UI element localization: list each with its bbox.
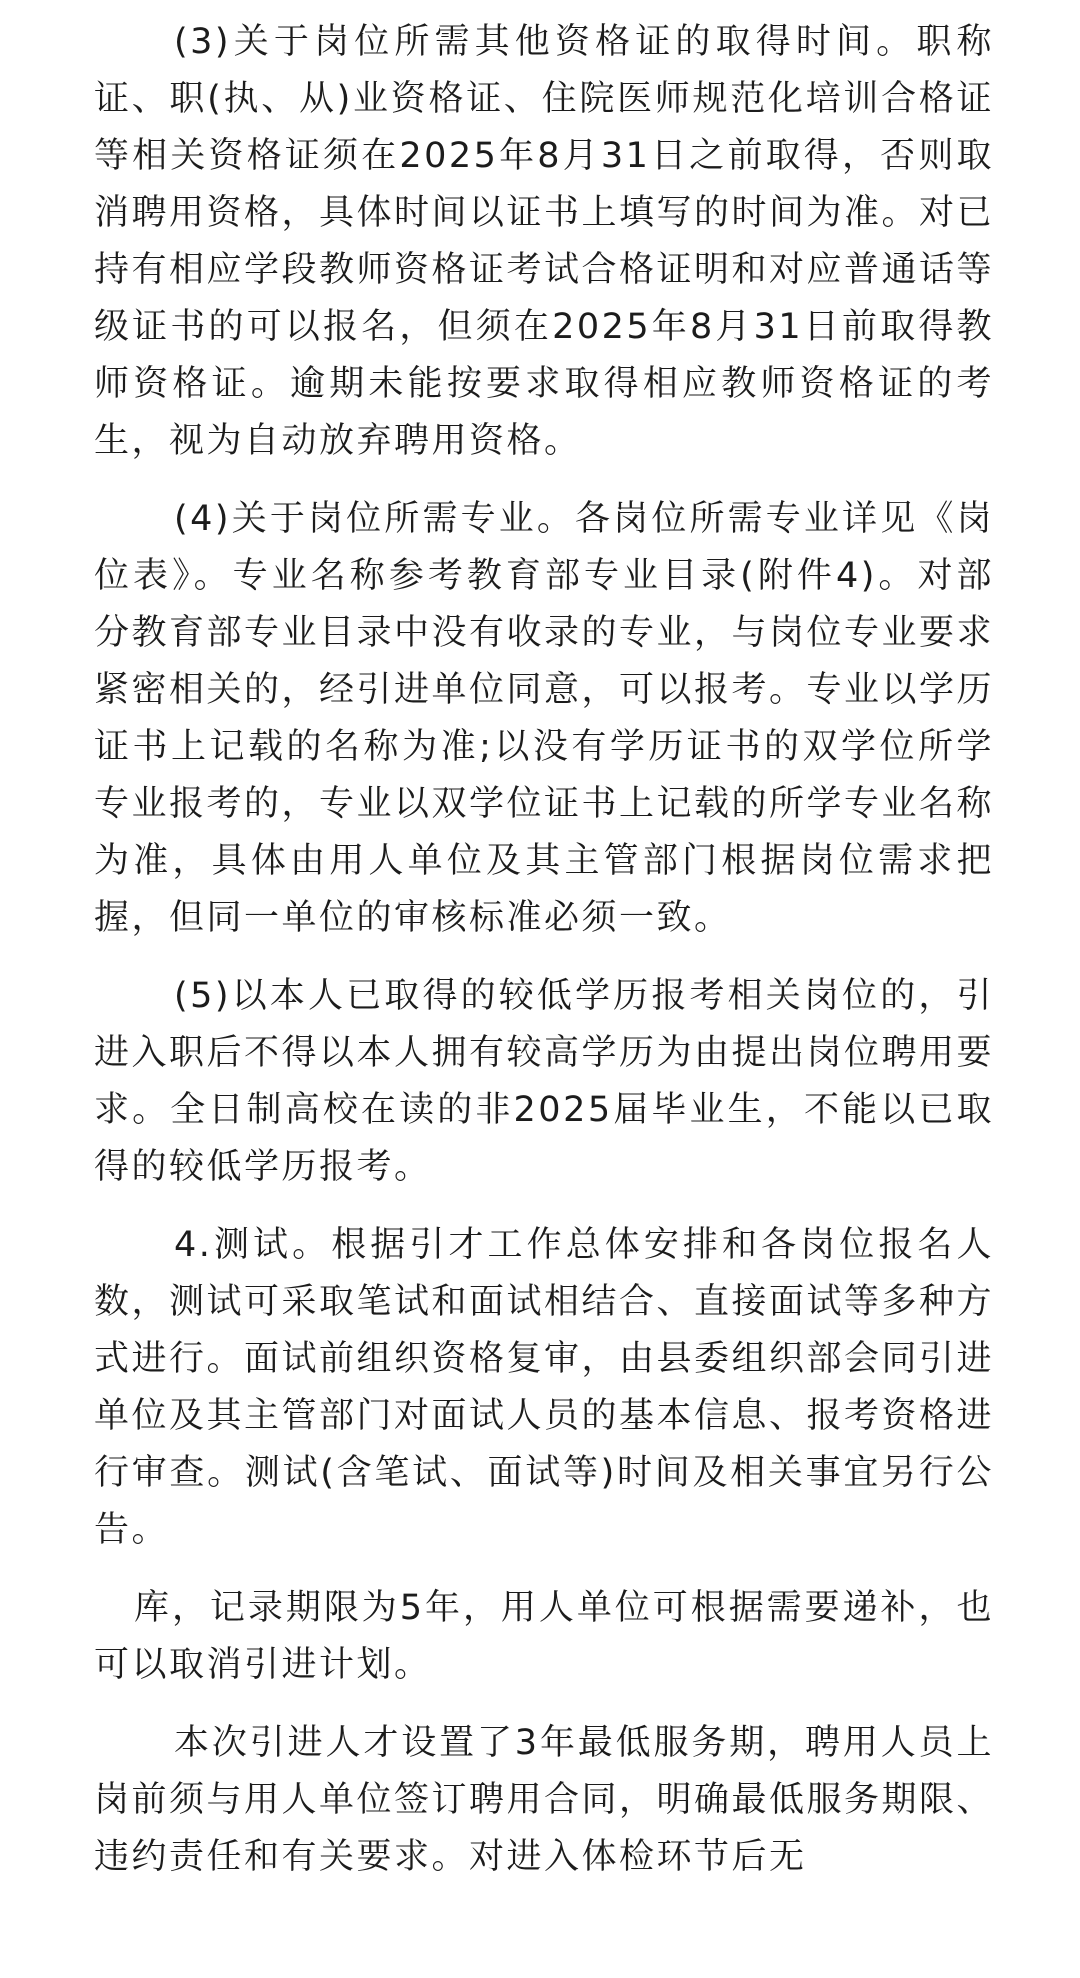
paragraph-service-period: 本次引进人才设置了3年最低服务期，聘用人员上岗前须与用人单位签订聘用合同，明确最低服务期限、违约责任和有关要求。对进入体检环节后无 bbox=[94, 1723, 995, 1877]
paragraph-talent-pool: 库，记录期限为5年，用人单位可根据需要递补，也可以取消引进计划。 bbox=[94, 1588, 994, 1685]
paragraph-lower-degree: (5)以本人已取得的较低学历报考相关岗位的，引进入职后不得以本人拥有较高学历为由提出岗位聘用要求。全日制高校在读的非2025届毕业生，不能以已取得的较低学历报考。 bbox=[94, 976, 995, 1187]
article-body bbox=[94, 14, 994, 1907]
paragraph-cert-time: (3)关于岗位所需其他资格证的取得时间。职称证、职(执、从)业资格证、住院医师规范化培训合格证等相关资格证须在2025年8月31日之前取得，否则取消聘用资格，具体时间以证书上填写的时间为准。对已持有相应学段教师资格证考试合格证明和对应普通话等级证书的可以报名，但须在2025年8月31日前取得教师资格证。逾期未能按要求取得相应教师资格证的考生，视为自动放弃聘用资格。 bbox=[94, 22, 995, 461]
paragraph-testing: 4.测试。根据引才工作总体安排和各岗位报名人数，测试可采取笔试和面试相结合、直接面试等多种方式进行。面试前组织资格复审，由县委组织部会同引进单位及其主管部门对面试人员的基本信息、报考资格进行审查。测试(含笔试、面试等)时间及相关事宜另行公告。 bbox=[94, 1225, 995, 1550]
paragraph-major: (4)关于岗位所需专业。各岗位所需专业详见《岗位表》。专业名称参考教育部专业目录(附件4)。对部分教育部专业目录中没有收录的专业，与岗位专业要求紧密相关的，经引进单位同意，可以报考。专业以学历证书上记载的名称为准;以没有学历证书的双学位所学专业报考的，专业以双学位证书上记载的所学专业名称为准，具体由用人单位及其主管部门根据岗位需求把握，但同一单位的审核标准必须一致。 bbox=[94, 499, 995, 938]
